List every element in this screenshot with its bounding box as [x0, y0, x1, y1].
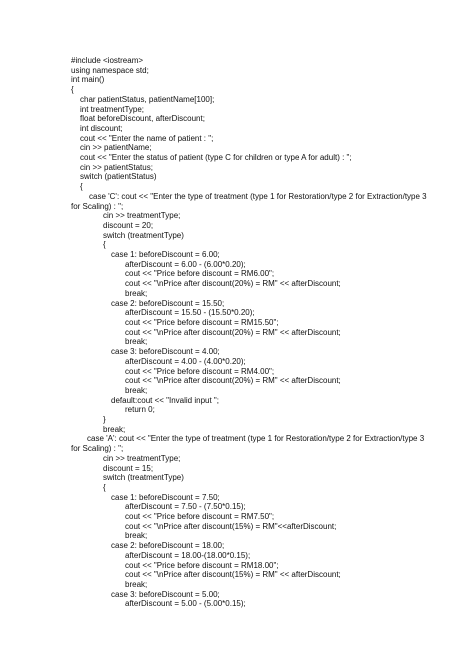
code-line: switch (treatmentType) [103, 473, 184, 483]
code-line: #include <iostream> [71, 56, 144, 65]
code-line: { [80, 182, 83, 192]
code-line: case 'A': cout << "Enter the type of treatment (type 1 for Restoration/type 2 for Extraction/type 3 [87, 434, 425, 444]
code-line: for Scaling) : "; [71, 444, 124, 454]
code-line: cout << "\nPrice after discount(15%) = RM" << afterDiscount; [125, 570, 341, 580]
code-line: int main() [71, 75, 105, 85]
code-line: cout << "Price before discount = RM7.50"; [125, 512, 275, 522]
code-line: break; [103, 424, 126, 434]
code-line: case 'C': cout << "Enter the type of treatment (type 1 for Restoration/type 2 for Extraction/type 3 [89, 191, 427, 201]
code-line: break; [125, 579, 148, 589]
code-line: break; [125, 531, 148, 541]
code-listing [0, 56, 474, 609]
code-line: int discount; [80, 123, 123, 133]
code-line: afterDiscount = 6.00 - (6.00*0.20); [125, 259, 246, 269]
code-line: cout << "\nPrice after discount(20%) = RM" << afterDiscount; [125, 279, 341, 289]
code-line: cin >> treatmentType; [103, 453, 181, 463]
code-line: case 1: beforeDiscount = 6.00; [111, 250, 220, 260]
code-line: discount = 20; [103, 220, 154, 230]
code-line: cin >> patientStatus; [80, 162, 153, 172]
code-line: break; [125, 385, 148, 395]
code-line: cout << "Price before discount = RM15.50"; [125, 317, 279, 327]
code-line: case 2: beforeDiscount = 18.00; [111, 541, 225, 551]
code-line: cin >> patientName; [80, 143, 152, 153]
code-line: cout << "Enter the name of patient : "; [80, 133, 214, 143]
code-line: cout << "Enter the status of patient (type C for children or type A for adult) : "; [80, 153, 352, 163]
code-line: case 3: beforeDiscount = 5.00; [111, 589, 220, 599]
code-line: afterDiscount = 15.50 - (15.50*0.20); [125, 308, 255, 318]
code-line: case 1: beforeDiscount = 7.50; [111, 492, 220, 502]
code-line: default:cout << "Invalid input "; [111, 395, 219, 405]
code-line: case 3: beforeDiscount = 4.00; [111, 347, 220, 357]
code-line: discount = 15; [103, 463, 154, 473]
code-line: { [103, 240, 106, 250]
code-line: cout << "Price before discount = RM18.00"; [125, 560, 279, 570]
code-line: char patientStatus, patientName[100]; [80, 94, 215, 104]
code-line: afterDiscount = 7.50 - (7.50*0.15); [125, 502, 246, 512]
code-line: cout << "\nPrice after discount(20%) = RM" << afterDiscount; [125, 327, 341, 337]
code-line: afterDiscount = 4.00 - (4.00*0.20); [125, 356, 246, 366]
code-line: switch (treatmentType) [103, 230, 184, 240]
code-line: } [103, 415, 106, 425]
code-line: for Scaling) : "; [71, 201, 124, 211]
code-line: cout << "\nPrice after discount(20%) = RM" << afterDiscount; [125, 376, 341, 386]
code-line: afterDiscount = 5.00 - (5.00*0.15); [125, 599, 246, 609]
code-line: return 0; [125, 405, 155, 415]
code-line: cout << "\nPrice after discount(15%) = RM"<<afterDiscount; [125, 521, 337, 531]
code-line: break; [125, 337, 148, 347]
code-line: { [103, 482, 106, 492]
code-line: { [71, 85, 74, 95]
code-line: switch (patientStatus) [80, 172, 157, 182]
code-line: float beforeDiscount, afterDiscount; [80, 114, 205, 124]
code-line: cout << "Price before discount = RM4.00"; [125, 366, 275, 376]
code-line: using namespace std; [71, 65, 149, 75]
code-line: int treatmentType; [80, 104, 145, 114]
code-line: case 2: beforeDiscount = 15.50; [111, 298, 225, 308]
code-line: break; [125, 288, 148, 298]
code-line: afterDiscount = 18.00-(18.00*0.15); [125, 550, 251, 560]
code-line: cin >> treatmentType; [103, 211, 181, 221]
code-line: cout << "Price before discount = RM6.00"; [125, 269, 275, 279]
